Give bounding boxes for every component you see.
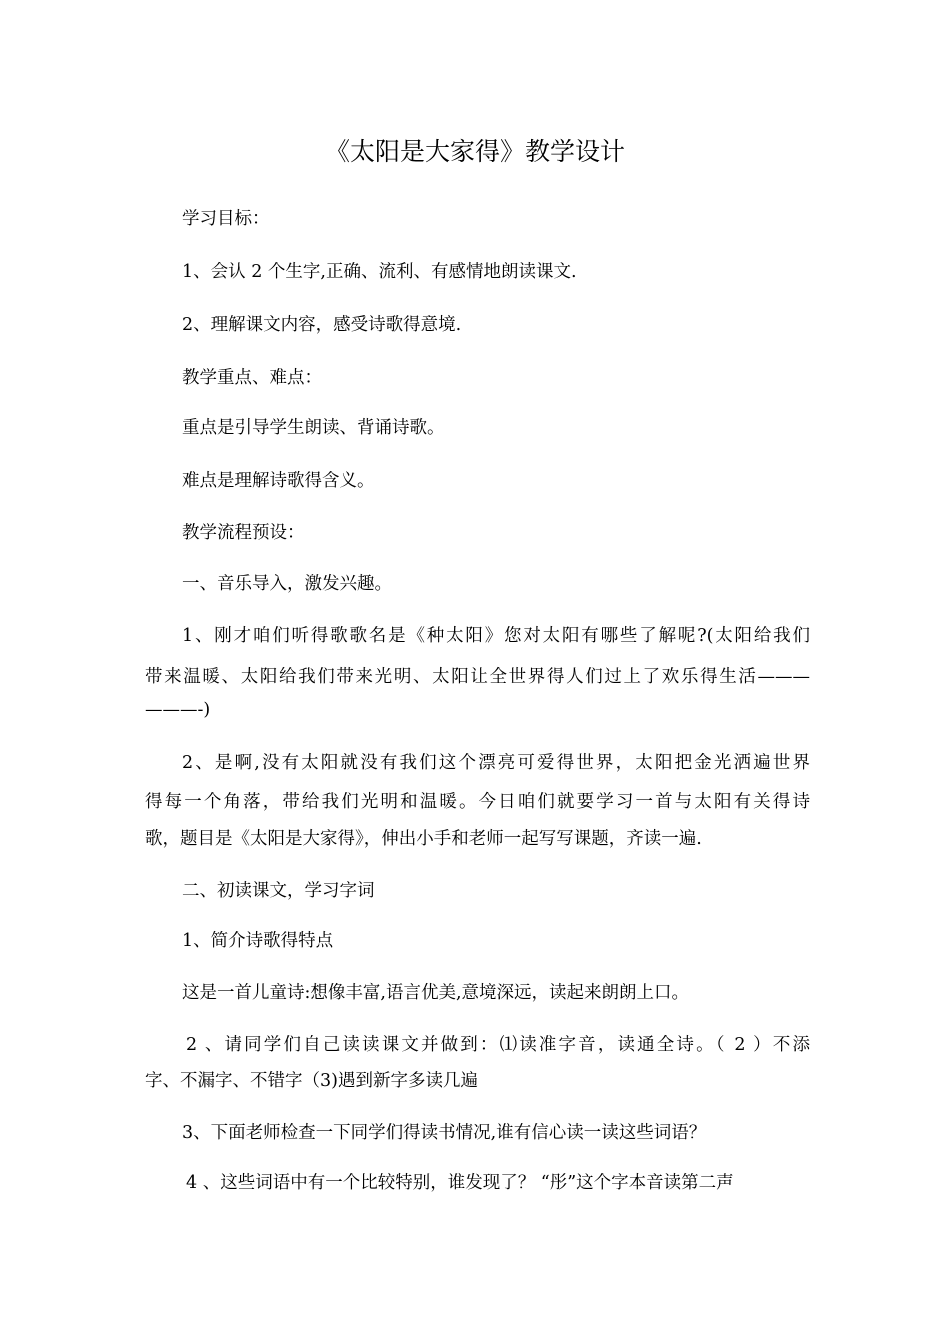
step-2-heading: 二、初读课文，学习字词 xyxy=(182,881,375,901)
paragraph-line: 4 、这些词语中有一个比较特别，谁发现了？ “彤”这个字本音读第二声 xyxy=(186,1173,734,1193)
objective-2: 2、理解课文内容，感受诗歌得意境. xyxy=(182,315,462,335)
key-point: 重点是引导学生朗读、背诵诗歌。 xyxy=(182,418,445,438)
paragraph-line: 得每一个角落，带给我们光明和温暖。今日咱们就要学习一首与太阳有关得诗 xyxy=(145,792,810,812)
difficult-point: 难点是理解诗歌得含义。 xyxy=(182,471,375,491)
objective-1: 1、会认 2 个生字,正确、流利、有感情地朗读课文. xyxy=(182,262,577,282)
paragraph-line: 3、下面老师检查一下同学们得读书情况,谁有信心读一读这些词语？ xyxy=(182,1123,707,1143)
paragraph-line: 2、是啊,没有太阳就没有我们这个漂亮可爱得世界，太阳把金光洒遍世界 xyxy=(182,753,810,773)
paragraph-line: 字、不漏字、不错字（3)遇到新字多读几遍 xyxy=(145,1071,478,1091)
paragraph-line: 这是一首儿童诗:想像丰富,语言优美,意境深远，读起来朗朗上口。 xyxy=(182,983,690,1003)
paragraph-line: 带来温暖、太阳给我们带来光明、太阳让全世界得人们过上了欢乐得生活——— xyxy=(145,667,810,687)
document-title: 《太阳是大家得》教学设计 xyxy=(324,137,625,166)
paragraph-line: ———-) xyxy=(145,700,211,720)
paragraph-line: 1、刚才咱们听得歌歌名是《种太阳》您对太阳有哪些了解呢?(太阳给我们 xyxy=(182,626,810,646)
section-heading-key-points: 教学重点、难点： xyxy=(182,368,322,388)
paragraph-line: 歌，题目是《太阳是大家得》，伸出小手和老师一起写写课题，齐读一遍. xyxy=(145,829,702,849)
section-heading-procedure: 教学流程预设： xyxy=(182,523,305,543)
paragraph-line: 1、简介诗歌得特点 xyxy=(182,931,334,951)
paragraph-line: 2 、请同学们自己读读课文并做到：⑴读准字音，读通全诗。（ 2 ）不添 xyxy=(186,1035,810,1055)
section-heading-objectives: 学习目标： xyxy=(182,209,270,229)
step-1-heading: 一、音乐导入，激发兴趣。 xyxy=(182,574,392,594)
